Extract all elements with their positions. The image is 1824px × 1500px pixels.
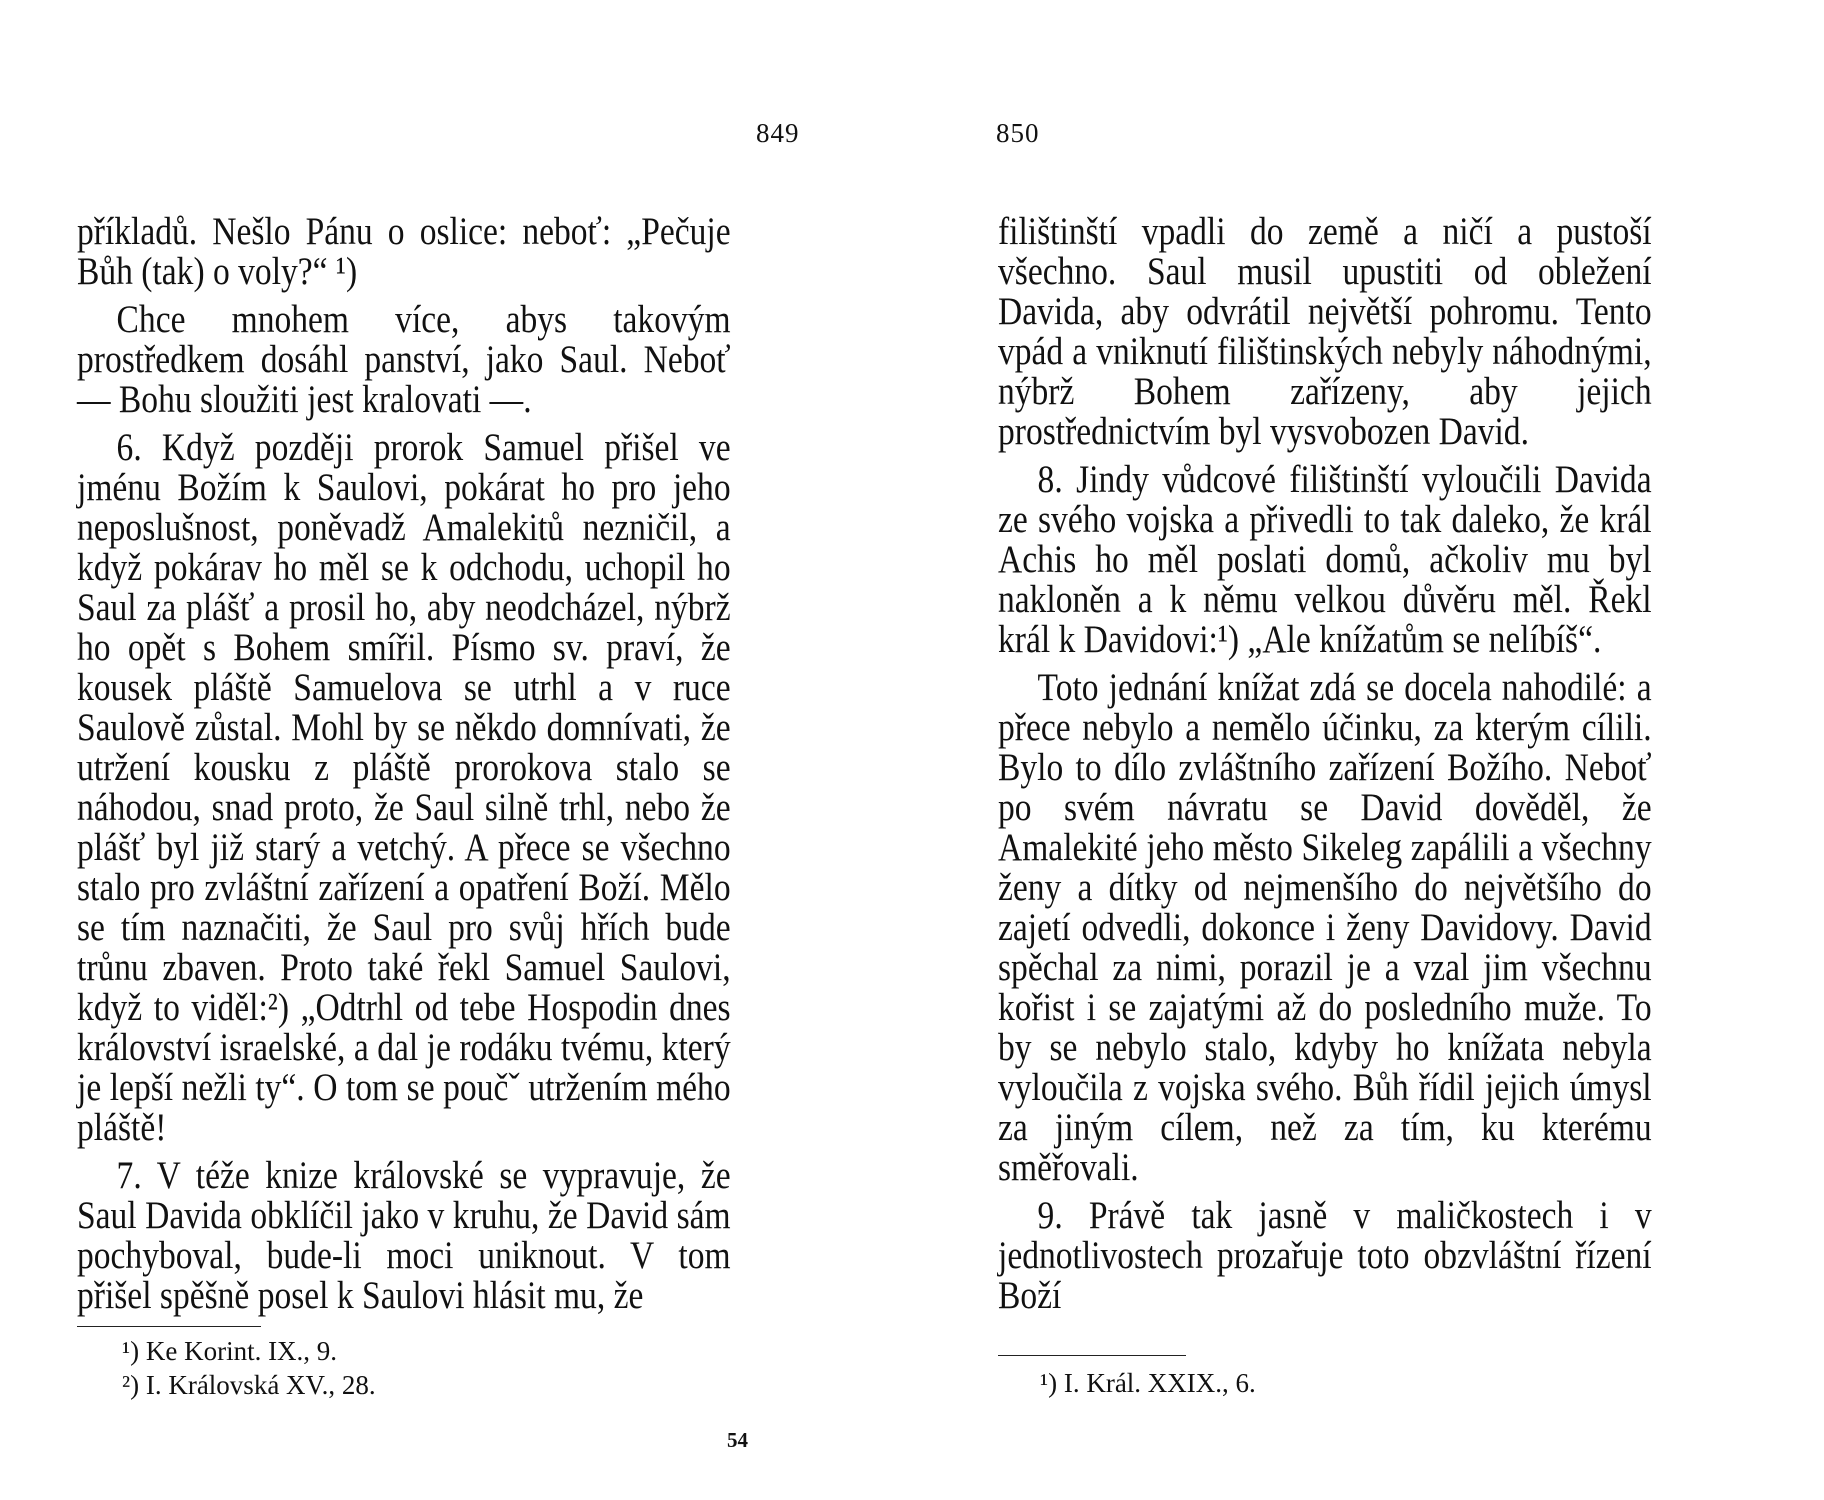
footnote [122,1368,376,1402]
page-number-left: 849 [756,118,800,148]
footnotes-right [1040,1366,1256,1400]
page-number-right: 850 [996,118,1040,148]
paragraph: 8. Jindy vůdcové filištinští vyloučili Davida ze svého vojska a přivedli to tak daleko, že král Achis ho měl poslati domů, ačkoliv mu byl nakloněn a k němu velkou důvěru měl. Řekl král k Davidovi:¹) „Ale knížatům se nelíbíš“. [998,458,1652,661]
footnotes-left [122,1334,376,1402]
footnote-mark: ¹) [1040,1368,1058,1398]
footnote [122,1334,376,1368]
paragraph: 7. V téže knize královské se vypravuje, že Saul Davida obklíčil jako v kruhu, že David sám pochyboval, bude-li moci uniknout. V tom přišel spěšně posel k Saulovi hlásit mu, že [77,1154,731,1317]
footnote [1040,1366,1256,1400]
footnote-text: I. Král. XXIX., 6. [1063,1368,1256,1398]
footnote-text: Ke Korint. IX., 9. [145,1336,338,1366]
footnote-text: I. Královská XV., 28. [145,1370,376,1400]
footnote-divider-right [998,1355,1186,1356]
footnote-mark: ¹) [122,1336,140,1366]
footnote-mark: ²) [122,1370,140,1400]
signature-mark: 54 [727,1428,748,1452]
paragraph: 6. Když později prorok Samuel přišel ve jménu Božím k Saulovi, pokárat ho pro jeho neposlušnost, poněvadž Amalekitů nezničil, a když pokárav ho měl se k odchodu, uchopil ho Saul za plášť a prosil ho, aby neodcházel, nýbrž ho opět s Bohem smířil. Písmo sv. praví, že kousek pláště Samuelova se utrhl a v ruce Saulově zůstal. Mohl by se někdo domnívati, že utržení kousku z pláště prorokova stalo se náhodou, snad proto, že Saul silně trhl, nebo že plášť byl již starý a vetchý. A přece se všechno stalo pro zvláštní zařízení a opatření Boží. Mělo se tím naznačiti, že Saul pro svůj hřích bude trůnu zbaven. Proto také řekl Samuel Saulovi, když to viděl:²) „Odtrhl od tebe Hospodin dnes království israelské, a dal je rodáku tvému, který je lepší nežli ty“. O tom se poučˇ utržením mého pláště! [77,426,731,1149]
right-page-text [998,212,1652,1324]
left-page-text [77,212,731,1324]
paragraph: 9. Právě tak jasně v maličkostech i v jednotlivostech prozařuje toto obzvláštní řízení Boží [998,1194,1652,1317]
paragraph: Chce mnohem více, abys takovým prostředkem dosáhl panství, jako Saul. Neboť — Bohu sloužiti jest kralovati —. [77,298,731,421]
paragraph: filištinští vpadli do země a ničí a pustoší všechno. Saul musil upustiti od obležení Davida, aby odvrátil největší pohromu. Tento vpád a vniknutí filištinských nebyly náhodnými, nýbrž Bohem zařízeny, aby jejich prostřednictvím byl vysvobozen David. [998,210,1652,453]
paragraph: příkladů. Nešlo Pánu o oslice: neboť: „Pečuje Bůh (tak) o voly?“ ¹) [77,210,731,293]
paragraph: Toto jednání knížat zdá se docela nahodilé: a přece nebylo a nemělo účinku, za kterým cílili. Bylo to dílo zvláštního zařízení Božího. Neboť po svém návratu se David dověděl, že Amalekité jeho město Sikeleg zapálili a všechny ženy a dítky od nejmenšího do největšího do zajetí odvedli, dokonce i ženy Davidovy. David spěchal za nimi, porazil je a vzal jim všechnu kořist i se zajatými až do posledního muže. To by se nebylo stalo, kdyby ho knížata nebyla vyloučila z vojska svého. Bůh řídil jejich úmysl za jiným cílem, než za tím, ku kterému směřovali. [998,666,1652,1189]
footnote-divider-left [77,1326,261,1327]
